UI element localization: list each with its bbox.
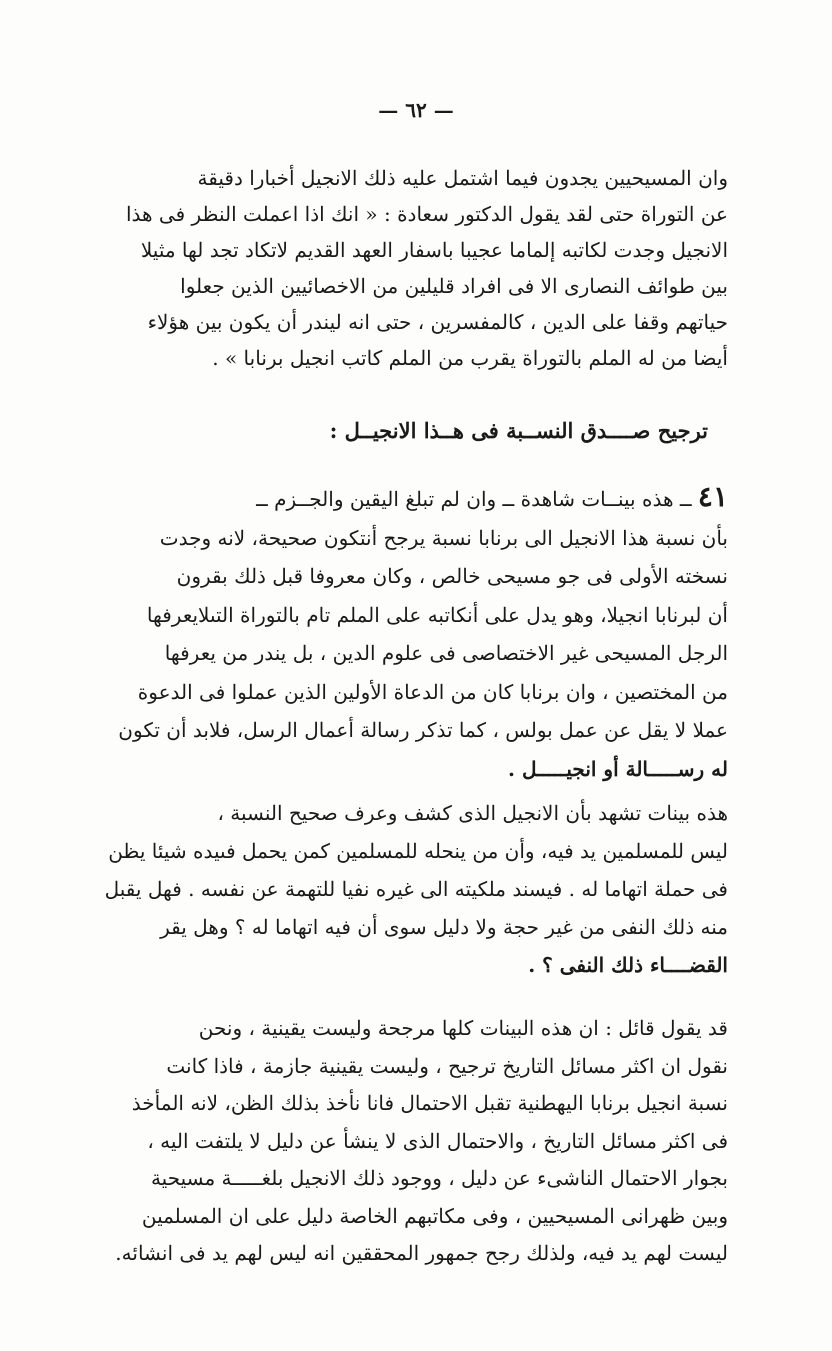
text-line: وان المسيحيين يجدون فيما اشتمل عليه ذلك الانجيل أخبارا دقيقة [197,166,728,190]
text-line: ليست لهم يد فيه، ولذلك رجح جمهور المحققين انه ليس لهم يد فى انشائه. [115,1241,728,1265]
text-line: نسبة انجيل برنابا اليهطنية تقبل الاحتمال فانا نأخذ بذلك الظن، لانه المأخذ [131,1091,728,1115]
paragraph-intro [88,160,728,376]
paragraph-number: ٤١ [697,480,728,513]
text-line: بجوار الاحتمال الناشىء عن دليل ، ووجود ذلك الانجيل بلغـــــة مسيحية [150,1166,728,1190]
text-line: ليس للمسلمين يد فيه، وأن من ينحله للمسلمين كمن يحمل فىيده شيئا يظن [108,839,728,863]
paragraph-numbered [88,478,728,788]
text-line: حياتهم وقفا على الدين ، كالمفسرين ، حتى انه ليندر أن يكون بين هؤلاء [147,310,728,334]
text-line: أن لبرنابا انجيلا، وهو يدل على أنكاتبه على الملم تام بالتوراة التىلايعرفها [146,602,728,627]
text-line: له رســـــالة أو انجيـــــل . [508,756,728,781]
text-line: وبين ظهرانى المسيحيين ، وفى مكاتبهم الخاصة دليل على ان المسلمين [141,1203,728,1228]
text-line: نسخته الأولى فى جو مسيحى خالص ، وكان معروفا قبل ذلك بقرون [176,564,728,588]
text-line: القضــــاء ذلك النفى ؟ . [528,953,728,977]
paragraph-objection [88,1010,728,1273]
text-line: الرجل المسيحى غير الاختصاصى فى علوم الدين ، بل يندر من يعرفها [164,641,728,665]
text-line: منه ذلك النفى من غير حجة ولا دليل سوى أن فيه اتهاما له ؟ وهل يقر [160,915,728,939]
text-line: فى حملة اتهاما له . فيسند ملكيته الى غيره نفيا للتهمة عن نفسه . فهل يقبل [104,877,728,901]
text-line: هذه بينات تشهد بأن الانجيل الذى كشف وعرف صحيح النسبة ، [217,801,728,825]
section-heading: ترجيح صــــدق النســبة فى هــذا الانجيــل : [329,418,708,443]
text-line: عن التوراة حتى لقد يقول الدكتور سعادة : « انك اذا اعملت النظر فى هذا [125,202,728,226]
numbered-first-line [88,478,728,519]
first-line-text: ــ هذه بينــات شاهدة ــ وان لم تبلغ اليقين والجــزم ــ [256,487,692,511]
text-line: قد يقول قائل : ان هذه البينات كلها مرجحة وليست يقينية ، ونحن [198,1016,728,1040]
text-line: أيضا من له الملم بالتوراة يقرب من الملم كاتب انجيل برنابا » . [212,346,728,370]
text-line: بأن نسبة هذا الانجيل الى برنابا نسبة يرجح أنتكون صحيحة، لانه وجدت [159,525,728,550]
paragraph-evidence [88,794,728,984]
page-number: — ٦٢ — [378,98,454,122]
text-line: نقول ان اكثر مسائل التاريخ ترجيح ، وليست يقينية جازمة ، فاذا كانت [166,1053,728,1078]
text-line: بين طوائف النصارى الا فى افراد قليلين من الاخصائيين الذين جعلوا [180,274,728,298]
text-line: من المختصين ، وان برنابا كان من الدعاة الأولين الذين عملوا فى الدعوة [137,679,728,704]
text-line: الانجيل وجدت لكاتبه إلماما عجيبا باسفار العهد القديم لاتكاد تجد لها مثيلا [140,238,728,262]
text-line: عملا لا يقل عن عمل بولس ، كما تذكر رسالة أعمال الرسل، فلابد أن تكون [118,718,728,742]
text-line: فى اكثر مسائل التاريخ ، والاحتمال الذى لا ينشأ عن دليل لا يلتفت اليه ، [147,1128,728,1153]
